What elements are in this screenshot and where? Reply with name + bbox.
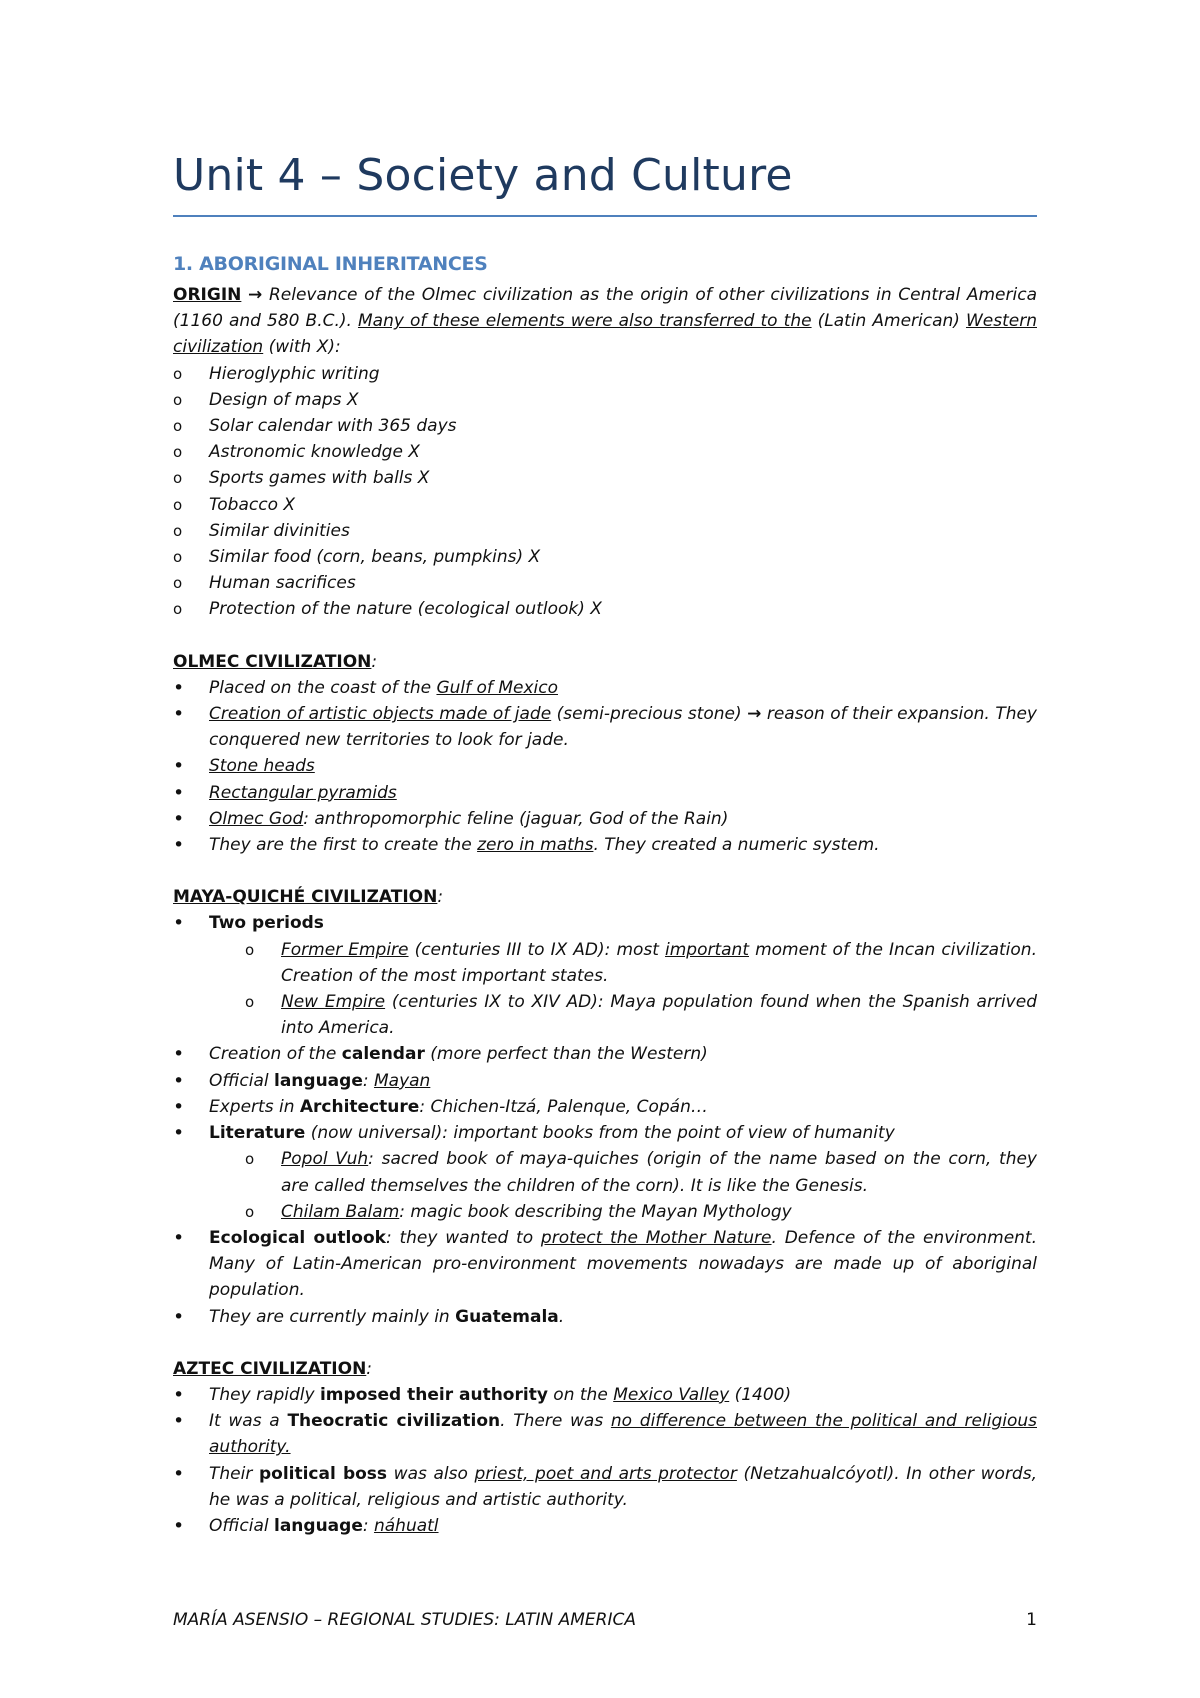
list-item: • Ecological outlook: they wanted to protect the Mother Nature. Defence of the environment. Many of Latin-American pro-environment movements nowadays are made up of aboriginal population.: [173, 1225, 1037, 1304]
arrow-icon: →: [248, 285, 263, 305]
list-item: o Former Empire (centuries III to IX AD): most important moment of the Incan civilization. Creation of the most important states.: [245, 937, 1037, 989]
section-heading: 1. ABORIGINAL INHERITANCES: [173, 253, 488, 275]
list-item: • Official language: náhuatl: [173, 1513, 1037, 1539]
literature-sublist: [245, 1146, 1037, 1225]
list-item: • They are currently mainly in Guatemala.: [173, 1304, 1037, 1330]
list-item: • Official language: Mayan: [173, 1068, 1037, 1094]
list-item: o Similar divinities: [173, 518, 1037, 544]
list-item: • Stone heads: [173, 753, 1037, 779]
arrow-icon: →: [747, 704, 762, 725]
origin-paragraph: ORIGIN → Relevance of the Olmec civilization as the origin of other civilizations in Central America (1160 and 580 B.C.). Many of these elements were also transferred to the (Latin American) Western civilization (with X):: [173, 285, 1037, 358]
periods-sublist: [245, 937, 1037, 1042]
maya-heading: MAYA-QUICHÉ CIVILIZATION:: [173, 887, 444, 908]
olmec-heading: OLMEC CIVILIZATION:: [173, 651, 378, 672]
list-item: • Olmec God: anthropomorphic feline (jaguar, God of the Rain): [173, 806, 1037, 832]
list-item: o Hieroglyphic writing: [173, 361, 1037, 387]
list-item: • Two periods o Former Empire (centuries III to IX AD): most important moment of the Incan civilization. Creation of the most important states. o New Empire (centuries IX to XIV AD): Maya population found when the Spanish arrived into America.: [173, 910, 1037, 1041]
aztec-heading: AZTEC CIVILIZATION:: [173, 1358, 373, 1379]
title-divider: [173, 215, 1037, 217]
page-footer: [173, 1610, 1037, 1630]
list-item: • It was a Theocratic civilization. There was no difference between the political and religious authority.: [173, 1408, 1037, 1460]
origin-list: [173, 361, 1037, 623]
maya-list: [173, 910, 1037, 1329]
list-item: o Chilam Balam: magic book describing the Mayan Mythology: [245, 1199, 1037, 1225]
list-item: • Literature (now universal): important books from the point of view of humanity o Popol Vuh: sacred book of maya-quiches (origin of the name based on the corn, they are called themselves the children of the corn). It is like the Genesis. o Chilam Balam: magic book describing the Mayan Mythology: [173, 1120, 1037, 1225]
origin-label: ORIGIN: [173, 285, 242, 305]
list-item: o Popol Vuh: sacred book of maya-quiches (origin of the name based on the corn, they are called themselves the children of the corn). It is like the Genesis.: [245, 1146, 1037, 1198]
list-item: o Tobacco X: [173, 492, 1037, 518]
list-item: • Rectangular pyramids: [173, 780, 1037, 806]
list-item: • They are the first to create the zero in maths. They created a numeric system.: [173, 832, 1037, 858]
list-item: • Creation of artistic objects made of jade (semi-precious stone) → reason of their expansion. They conquered new territories to look for jade.: [173, 701, 1037, 753]
list-item: • Creation of the calendar (more perfect than the Western): [173, 1041, 1037, 1067]
list-item: • Their political boss was also priest, poet and arts protector (Netzahualcóyotl). In other words, he was a political, religious and artistic authority.: [173, 1461, 1037, 1513]
list-item: o Design of maps X: [173, 387, 1037, 413]
page-title: Unit 4 – Society and Culture: [173, 150, 793, 201]
olmec-list: [173, 675, 1037, 858]
aztec-list: [173, 1382, 1037, 1539]
list-item: o New Empire (centuries IX to XIV AD): Maya population found when the Spanish arrived into America.: [245, 989, 1037, 1041]
page-number: 1: [1026, 1610, 1037, 1630]
list-item: • They rapidly imposed their authority on the Mexico Valley (1400): [173, 1382, 1037, 1408]
document-body: [173, 282, 1037, 1539]
list-item: • Placed on the coast of the Gulf of Mexico: [173, 675, 1037, 701]
list-item: o Astronomic knowledge X: [173, 439, 1037, 465]
list-item: o Human sacrifices: [173, 570, 1037, 596]
list-item: • Experts in Architecture: Chichen-Itzá, Palenque, Copán…: [173, 1094, 1037, 1120]
list-item: o Similar food (corn, beans, pumpkins) X: [173, 544, 1037, 570]
list-item: o Solar calendar with 365 days: [173, 413, 1037, 439]
list-item: o Protection of the nature (ecological outlook) X: [173, 596, 1037, 622]
list-item: o Sports games with balls X: [173, 465, 1037, 491]
footer-text: MARÍA ASENSIO – REGIONAL STUDIES: LATIN AMERICA: [173, 1610, 637, 1630]
